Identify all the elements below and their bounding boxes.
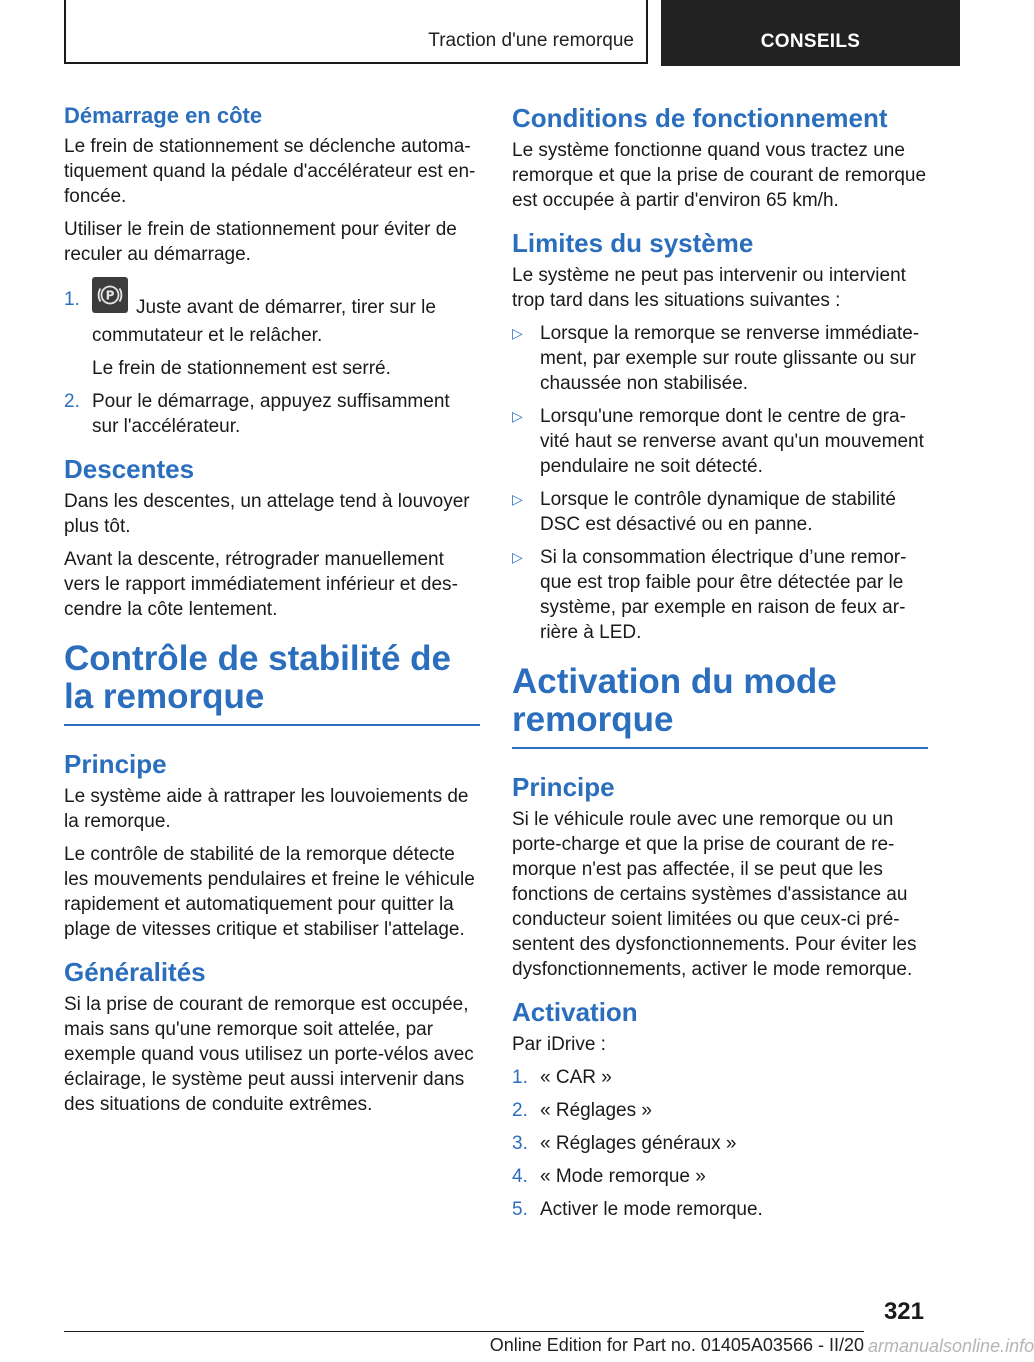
step-number: 4.	[512, 1166, 528, 1187]
triangle-bullet-icon: ▷	[512, 491, 523, 507]
heading-activation-mode-remorque: Activation du mode remorque	[512, 663, 928, 749]
list-item-text: Lorsque la remorque se renverse immédiatement, par exemple sur route glissante ou sur chaussée non stabilisée.	[540, 323, 920, 394]
step-result: Le frein de stationnement est serré.	[92, 358, 391, 379]
left-column	[64, 98, 480, 1125]
footer-divider	[64, 1331, 864, 1332]
paragraph: Dans les descentes, un attelage tend à louvoyer plus tôt.	[64, 491, 470, 537]
triangle-bullet-icon: ▷	[512, 408, 523, 424]
list-item	[512, 321, 928, 396]
heading-demarrage-en-cote: Démarrage en côte	[64, 103, 263, 128]
paragraph: Le contrôle de stabilité de la remorque détecte les mouvements pendulaires et freine le véhicule rapidement et automatiquement pour quitter la plage de vitesses critique et stabiliser l'attelage.	[64, 844, 475, 940]
parking-brake-icon	[92, 277, 128, 313]
step-text: Pour le démarrage, appuyez suffisamment sur l'accélérateur.	[92, 391, 450, 437]
step-item	[512, 1065, 928, 1090]
paragraph: Par iDrive :	[512, 1034, 606, 1055]
list-item-text: Lorsqu'une remorque dont le centre de gravité haut se renverse avant qu'un mouvement pendulaire ne soit détecté.	[540, 406, 924, 477]
step-item	[512, 1164, 928, 1189]
list-item-text: Lorsque le contrôle dynamique de stabilité DSC est désactivé ou en panne.	[540, 489, 896, 535]
chapter-tab-label: CONSEILS	[760, 31, 861, 52]
list-item-text: Si la consommation électrique d’une remorque est trop faible pour être détectée par le système, par exemple en raison de feux arrière à LED.	[540, 547, 907, 643]
list-item	[512, 487, 928, 537]
paragraph: Utiliser le frein de stationnement pour éviter de reculer au démarrage.	[64, 219, 457, 265]
heading-limites: Limites du système	[512, 228, 754, 258]
step-item	[512, 1197, 928, 1222]
paragraph: Le frein de stationnement se déclenche automatiquement quand la pédale d'accélérateur est enfoncée.	[64, 136, 476, 207]
heading-generalites: Généralités	[64, 957, 206, 987]
heading-activation: Activation	[512, 997, 638, 1027]
watermark: armanualsonline.info	[868, 1336, 1034, 1356]
svg-text:P: P	[105, 288, 115, 303]
step-text: « CAR »	[540, 1067, 612, 1088]
step-item	[64, 287, 480, 348]
step-text: Juste avant de démarrer, tirer sur le commutateur et le relâcher.	[92, 297, 436, 346]
paragraph: Le système ne peut pas intervenir ou intervient trop tard dans les situations suivantes :	[512, 265, 906, 311]
step-number: 2.	[64, 391, 80, 412]
step-number: 1.	[512, 1067, 528, 1088]
step-text: « Mode remorque »	[540, 1166, 706, 1187]
step-text: « Réglages »	[540, 1100, 652, 1121]
step-number: 3.	[512, 1133, 528, 1154]
list-item	[512, 404, 928, 479]
step-number: 2.	[512, 1100, 528, 1121]
heading-principe: Principe	[512, 772, 615, 802]
step-text: « Réglages généraux »	[540, 1133, 737, 1154]
chapter-tab	[661, 0, 960, 66]
section-title: Traction d'une remorque	[428, 30, 634, 51]
triangle-bullet-icon: ▷	[512, 325, 523, 341]
page-number: 321	[883, 1298, 924, 1325]
heading-principe: Principe	[64, 749, 167, 779]
right-column	[512, 98, 928, 1230]
heading-conditions: Conditions de fonctionnement	[512, 103, 888, 133]
list-item	[512, 545, 928, 645]
step-number: 5.	[512, 1199, 528, 1220]
step-item	[64, 389, 480, 439]
paragraph: Le système fonctionne quand vous tractez une remorque et que la prise de courant de remorque est occupée à partir d'environ 65 km/h.	[512, 140, 927, 211]
paragraph: Si le véhicule roule avec une remorque ou un porte-charge et que la prise de courant de remorque n'est pas affectée, il se peut que les fonctions de certains systèmes d'assistance au conducteur soient limitées ou que ceux-ci présentent des dysfonctionnements. Pour éviter les dysfonctionnements, activer le mode remorque.	[512, 809, 917, 980]
step-item	[512, 1131, 928, 1156]
section-title-box	[64, 0, 648, 64]
step-item	[512, 1098, 928, 1123]
step-text: Activer le mode remorque.	[540, 1199, 763, 1220]
triangle-bullet-icon: ▷	[512, 549, 523, 565]
step-number: 1.	[64, 289, 80, 310]
paragraph: Le système aide à rattraper les louvoiements de la remorque.	[64, 786, 469, 832]
heading-controle-stabilite: Contrôle de stabilité de la remorque	[64, 640, 480, 726]
paragraph: Si la prise de courant de remorque est occupée, mais sans qu'une remorque soit attelée, par exemple quand vous utilisez un porte-vélos avec éclairage, le système peut aussi intervenir dans des situations de conduite extrêmes.	[64, 994, 474, 1115]
heading-descentes: Descentes	[64, 454, 195, 484]
paragraph: Avant la descente, rétrograder manuellement vers le rapport immédiatement inférieur et descendre la côte lentement.	[64, 549, 458, 620]
edition-note: Online Edition for Part no. 01405A03566 - II/20	[489, 1335, 864, 1355]
page-header	[0, 0, 960, 66]
